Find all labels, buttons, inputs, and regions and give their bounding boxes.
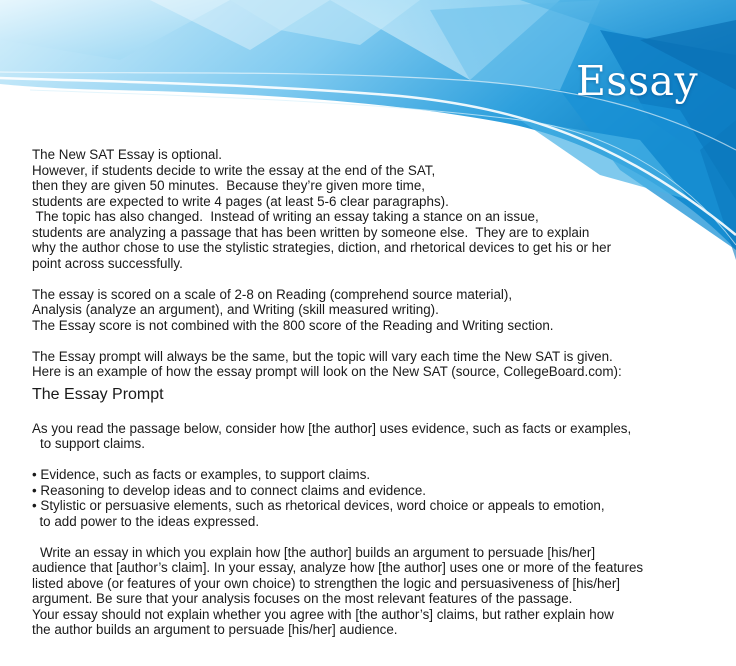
task-paragraph bbox=[32, 545, 722, 638]
bullet-list bbox=[32, 467, 722, 529]
essay-body bbox=[32, 147, 722, 638]
prompt-heading: The Essay Prompt bbox=[32, 385, 164, 403]
text-line: students are analyzing a passage that has been written by someone else. They are to explain bbox=[32, 224, 590, 240]
spacer bbox=[32, 452, 722, 468]
spacer bbox=[32, 271, 722, 287]
text-line: Your essay should not explain whether you agree with [the author’s] claims, but rather explain how bbox=[32, 606, 614, 622]
text-line: audience that [author’s claim]. In your essay, analyze how [the author] uses one or more of the features bbox=[32, 560, 644, 575]
list-item: to add power to the ideas expressed. bbox=[32, 513, 260, 529]
text-line: students are expected to write 4 pages (at least 5-6 clear paragraphs). bbox=[32, 193, 449, 209]
list-item: • Stylistic or persuasive elements, such as rhetorical devices, word choice or appeals to emotion, bbox=[32, 498, 605, 513]
list-item: • Evidence, such as facts or examples, to support claims. bbox=[32, 467, 371, 482]
text-line: The Essay score is not combined with the 800 score of the Reading and Writing section. bbox=[32, 317, 554, 333]
text-line: The topic has also changed. Instead of writing an essay taking a stance on an issue, bbox=[32, 209, 539, 224]
text-line: point across successfully. bbox=[32, 255, 183, 271]
text-line: listed above (or features of your own choice) to strengthen the logic and persuasiveness of [his/her] bbox=[32, 575, 621, 591]
intro-paragraph bbox=[32, 147, 722, 271]
text-line: why the author chose to use the stylistic strategies, diction, and rhetorical devices to get his or her bbox=[32, 240, 612, 255]
list-item: • Reasoning to develop ideas and to connect claims and evidence. bbox=[32, 482, 427, 498]
text-line: the author builds an argument to persuade [his/her] audience. bbox=[32, 622, 398, 637]
text-line: then they are given 50 minutes. Because they’re given more time, bbox=[32, 178, 426, 193]
text-line: Write an essay in which you explain how [the author] builds an argument to persuade [his/her] bbox=[40, 544, 596, 560]
spacer bbox=[32, 333, 722, 349]
text-line: Analysis (analyze an argument), and Writing (skill measured writing). bbox=[32, 302, 439, 317]
spacer bbox=[32, 529, 722, 545]
text-line: to support claims. bbox=[40, 436, 145, 451]
text-line: Here is an example of how the essay prompt will look on the New SAT (source, CollegeBoard.com): bbox=[32, 364, 622, 379]
text-line: However, if students decide to write the essay at the end of the SAT, bbox=[32, 162, 436, 178]
spacer bbox=[32, 380, 722, 384]
prompt-note-paragraph bbox=[32, 349, 722, 380]
text-line: argument. Be sure that your analysis focuses on the most relevant features of the passage. bbox=[32, 591, 573, 606]
text-line: The New SAT Essay is optional. bbox=[32, 147, 223, 162]
page-title: Essay bbox=[576, 57, 699, 105]
text-line: The essay is scored on a scale of 2-8 on Reading (comprehend source material), bbox=[32, 286, 513, 302]
prompt-intro-paragraph bbox=[32, 421, 722, 452]
text-line: As you read the passage below, consider how [the author] uses evidence, such as facts or examples, bbox=[32, 420, 632, 436]
text-line: The Essay prompt will always be the same, but the topic will vary each time the New SAT is given. bbox=[32, 348, 613, 364]
scoring-paragraph bbox=[32, 287, 722, 334]
